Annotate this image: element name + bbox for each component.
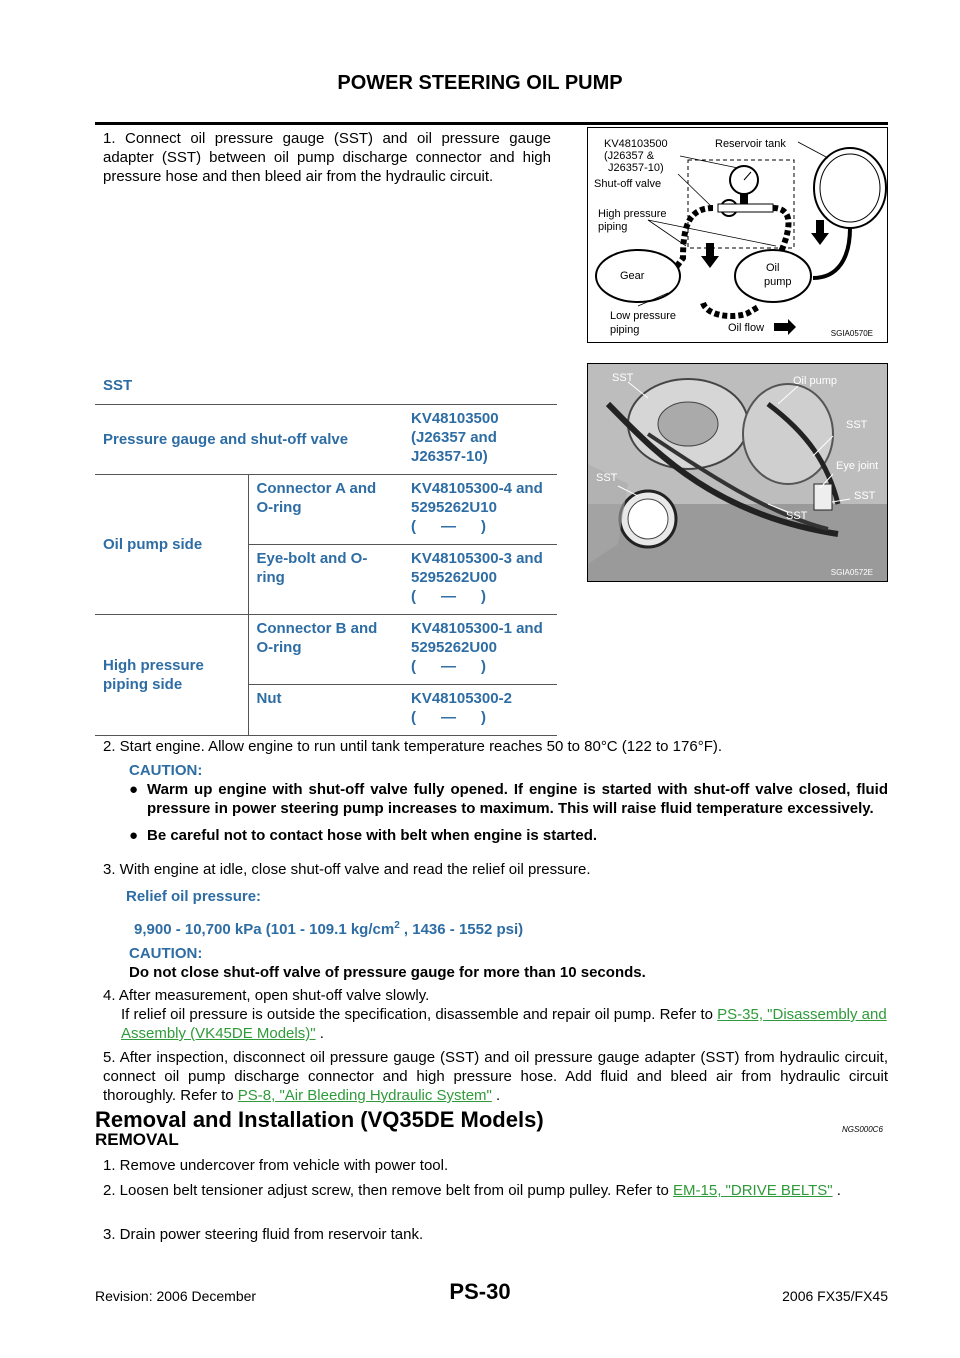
sst-g2r2-value: KV48105300-2 [411,690,512,707]
step-5-text: 5. After inspection, disconnect oil pressure gauge (SST) and oil pressure gauge adapter (SST) from hydraulic circuit, connect oil pump discharge connector and high pressure hose. Add fluid and bleed air from hydraulic circuit thoroughly. Refer to [103,1049,888,1104]
step-5 [103,1048,888,1105]
fig1-label-lowp2: piping [610,324,640,336]
fig1-label-oilflow: Oil flow [728,322,765,334]
caution-1-bullet-2-text: Be careful not to contact hose with belt when engine is started. [147,827,598,844]
sst-g1r2-dash: ( — ) [411,588,486,605]
sst-g2r1-part: Connector B and O-ring [248,615,403,685]
sst-g1r2-part: Eye-bolt and O-ring [248,545,403,615]
fig1-label-kv3: J26357-10) [608,162,664,174]
figure-sst-installation-photo [587,363,888,582]
sst-heading: SST [95,372,557,405]
caution-2-title: CAUTION: [129,945,203,962]
caution-1-bullet-1 [129,780,888,818]
sst-g1r1-dash: ( — ) [411,518,486,535]
step-1: 1. Connect oil pressure gauge (SST) and oil pressure gauge adapter (SST) between oil pump discharge connector and high pressure hose and then bleed air from the hydraulic circuit. [103,130,551,185]
sst-g1r2-value: KV48105300-3 and 5295262U00 [411,550,543,586]
fig2-label-oil-pump: Oil pump [793,375,838,387]
figure-oil-pressure-gauge-diagram [587,127,888,343]
removal-step-2-post: . [832,1182,841,1199]
step-5-post: . [491,1087,501,1104]
relief-value-sup: 2 [394,920,400,931]
caution-2-text: Do not close shut-off valve of pressure gauge for more than 10 seconds. [129,964,646,981]
fig2-label-sst-right2: SST [854,490,876,502]
relief-label: Relief oil pressure: [126,888,262,905]
caution-1-title: CAUTION: [129,762,203,779]
sst-g2r2-part: Nut [248,685,403,736]
sst-row1-label: Pressure gauge and shut-off valve [95,405,403,475]
caution-2 [129,944,888,982]
step-4-link[interactable]: PS-35, "Disassembly and Assembly (VK45DE Models)" [121,1006,887,1042]
sst-row1-value: KV48103500 (J26357 and J26357-10) [403,405,557,475]
fig2-label-sst-right1: SST [846,419,868,431]
sst-g2r1-value: KV48105300-1 and 5295262U00 [411,620,543,656]
removal-step-2-link[interactable]: EM-15, "DRIVE BELTS" [673,1182,833,1199]
section-code: NGS000C6 [842,1125,883,1134]
fig1-label-oil1: Oil [766,262,780,274]
step-2: 2. Start engine. Allow engine to run until tank temperature reaches 50 to 80°C (122 to 176°F). [103,738,723,755]
fig1-label-kv2: (J26357 & [604,150,655,162]
fig2-label-sst-bottom: SST [786,510,808,522]
sst-g1r1-part: Connector A and O-ring [248,475,403,545]
footer-page-number: PS-30 [449,1279,511,1304]
step-4-post: . [315,1025,324,1042]
sst-group2-label: High pressure piping side [95,615,248,736]
caution-1-bullet-1-text: Warm up engine with shut-off valve fully opened. If engine is started with shut-off valve closed, fluid pressure in power steering pump increases to maximum. This will raise fluid temperature excessively. [147,781,888,817]
footer-revision: Revision: 2006 December [95,1288,257,1304]
step-4 [103,986,888,1043]
fig1-label-shutoff: Shut-off valve [594,178,662,190]
sst-g1r1-value: KV48105300-4 and 5295262U10 [411,480,543,516]
sst-group1-label: Oil pump side [95,475,248,615]
caution-1-bullet-2 [129,826,888,845]
removal-step-3: 3. Drain power steering fluid from reservoir tank. [103,1226,424,1243]
step-4-line1: 4. After measurement, open shut-off valve slowly. [103,987,430,1004]
relief-value-post: , 1436 - 1552 psi) [399,921,524,938]
header-rule [95,122,888,125]
removal-step-1: 1. Remove undercover from vehicle with power tool. [103,1157,449,1174]
section-title: Removal and Installation (VQ35DE Models) [95,1107,544,1132]
section-subtitle: REMOVAL [95,1130,179,1149]
step-3: 3. With engine at idle, close shut-off valve and read the relief oil pressure. [103,861,591,878]
bullet-icon: ● [129,781,139,798]
caution-1 [129,761,888,845]
relief-value-pre: 9,900 - 10,700 kPa (101 - 109.1 kg/cm [134,921,395,938]
fig1-label-gear: Gear [620,270,645,282]
fig2-label-sst-left: SST [596,472,618,484]
fig1-label-highp2: piping [598,221,628,233]
page-header-title: POWER STEERING OIL PUMP [337,72,623,94]
relief-value [134,916,523,939]
fig2-code: SGIA0572E [830,568,873,577]
sst-g2r1-dash: ( — ) [411,658,486,675]
step-5-link[interactable]: PS-8, "Air Bleeding Hydraulic System" [237,1087,492,1104]
removal-step-2-text: 2. Loosen belt tensioner adjust screw, then remove belt from oil pump pulley. Refer to [103,1182,674,1199]
footer-model: 2006 FX35/FX45 [782,1288,888,1304]
fig2-label-sst-top: SST [612,372,634,384]
fig2-label-eye-joint: Eye joint [836,460,879,472]
fig1-label-kv: KV48103500 [604,138,668,150]
removal-step-2 [103,1181,888,1200]
fig1-label-highp1: High pressure [598,208,667,220]
sst-table [95,372,557,736]
bullet-icon: ● [129,827,139,844]
fig1-label-oil2: pump [764,276,792,288]
step-4-line2-text: If relief oil pressure is outside the specification, disassemble and repair oil pump. Refer to [121,1006,718,1023]
sst-g2r2-dash: ( — ) [411,709,486,726]
fig1-code: SGIA0570E [830,329,873,338]
fig1-label-reservoir: Reservoir tank [715,138,786,150]
fig1-label-lowp1: Low pressure [610,310,677,322]
step-4-line2 [103,1005,888,1043]
